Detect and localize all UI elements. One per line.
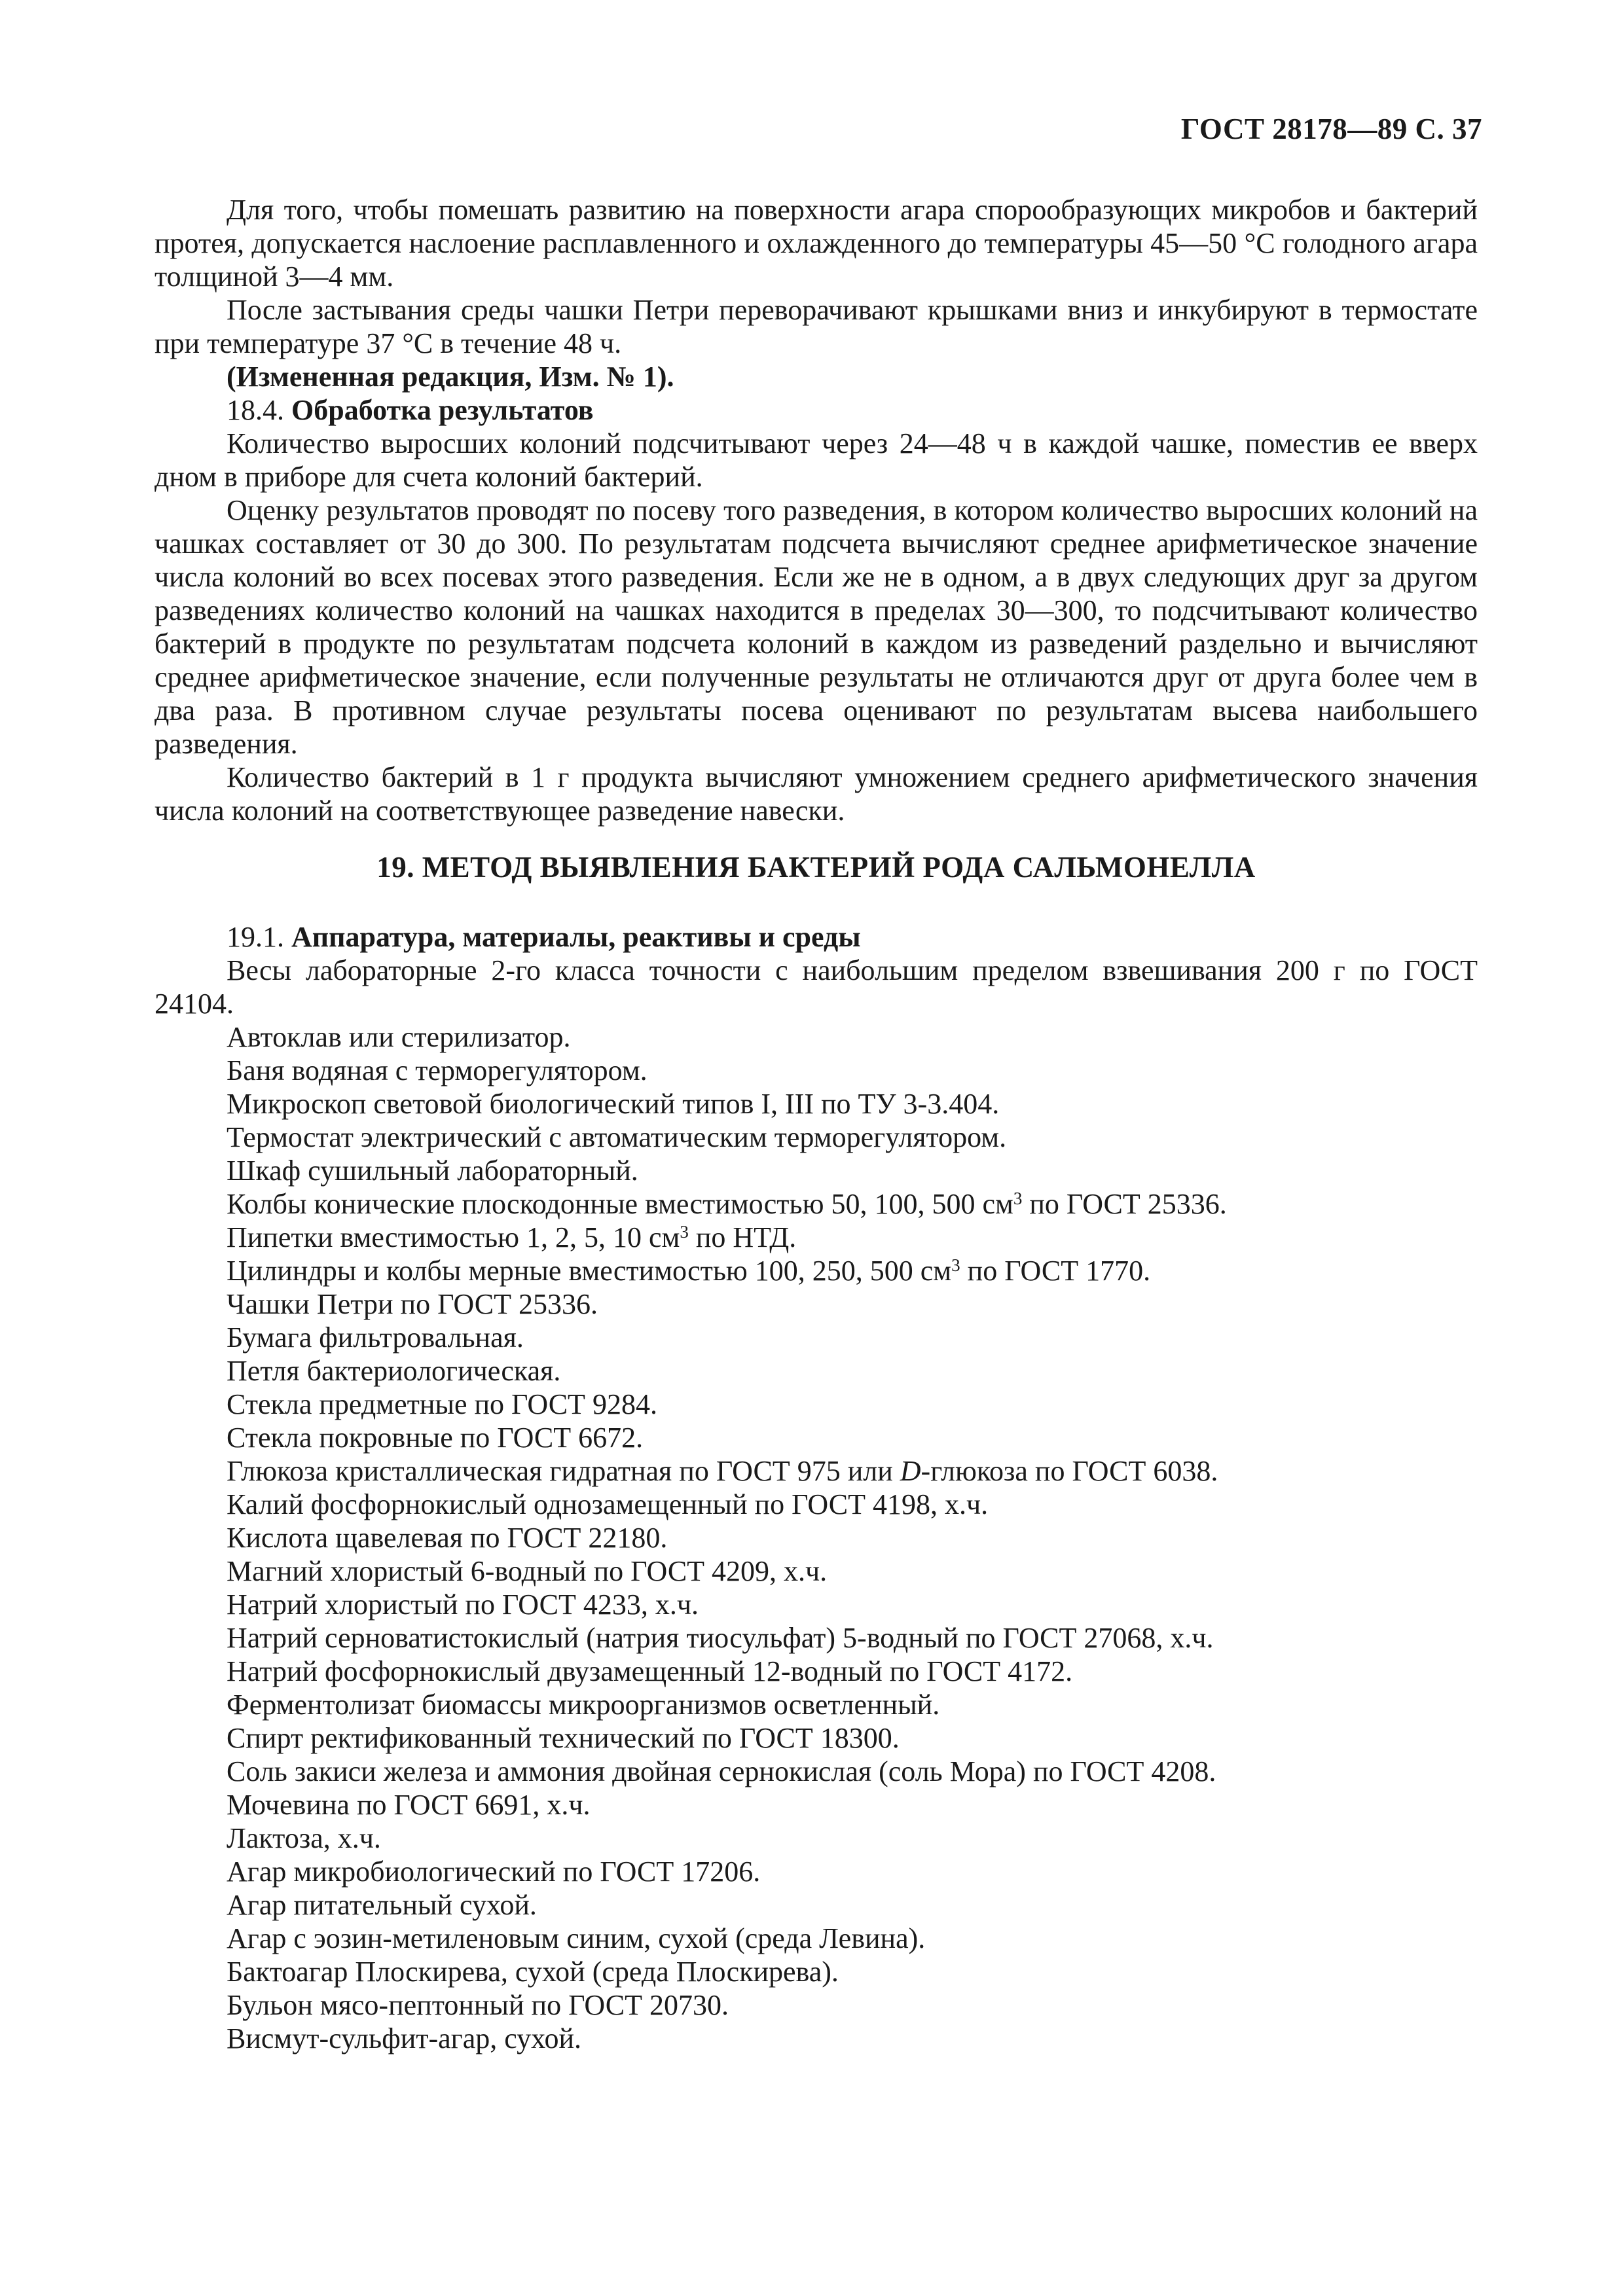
list-item: Висмут-сульфит-агар, сухой. (227, 2022, 582, 2054)
list-item: Стекла покровные по ГОСТ 6672. (227, 1422, 644, 1454)
superscript: 3 (1013, 1189, 1023, 1208)
list-item-text: Глюкоза кристаллическая гидратная по ГОСТ 975 или (227, 1455, 900, 1487)
section-title: 19. МЕТОД ВЫЯВЛЕНИЯ БАКТЕРИЙ РОДА САЛЬМОНЕЛЛА (376, 851, 1256, 884)
section-18-text (155, 193, 1478, 827)
superscript: 3 (680, 1222, 689, 1242)
list-item (155, 1221, 1478, 1254)
subsection-title: Аппаратура, материалы, реактивы и среды (291, 921, 861, 953)
subsection-number: 19.1. (227, 921, 284, 953)
list-item: Баня водяная с терморегулятором. (227, 1054, 647, 1086)
list-item: Соль закиси железа и аммония двойная сернокислая (соль Мора) по ГОСТ 4208. (227, 1755, 1216, 1787)
list-item-text: Пипетки вместимостью 1, 2, 5, 10 см (227, 1221, 680, 1253)
list-item: Агар микробиологический по ГОСТ 17206. (227, 1856, 761, 1888)
list-item: Натрий хлористый по ГОСТ 4233, х.ч. (227, 1588, 699, 1621)
subsection-heading (155, 920, 1478, 954)
subsection-title: Обработка результатов (291, 394, 594, 426)
list-item: Кислота щавелевая по ГОСТ 22180. (227, 1522, 668, 1554)
list-item-text: Колбы конические плоскодонные вместимостью 50, 100, 500 см (227, 1188, 1013, 1220)
list-item: Чашки Петри по ГОСТ 25336. (227, 1288, 598, 1320)
list-item: Бульон мясо-пептонный по ГОСТ 20730. (227, 1989, 729, 2021)
list-item-text: D (900, 1455, 921, 1487)
list-item: Шкаф сушильный лабораторный. (227, 1155, 638, 1187)
list-item: Магний хлористый 6-водный по ГОСТ 4209, х.ч. (227, 1555, 828, 1587)
list-item: Петля бактериологическая. (227, 1355, 561, 1387)
list-item (155, 1454, 1478, 1488)
list-item: Натрий фосфорнокислый двузамещенный 12-водный по ГОСТ 4172. (227, 1655, 1073, 1687)
list-item: Весы лабораторные 2-го класса точности с наибольшим пределом взвешивания 200 г по ГОСТ 24104. (155, 954, 1478, 1020)
list-item: Мочевина по ГОСТ 6691, х.ч. (227, 1789, 591, 1821)
page-header: ГОСТ 28178—89 С. 37 (1180, 113, 1482, 145)
paragraph: Количество бактерий в 1 г продукта вычисляют умножением среднего арифметического значения числа колоний на соответствующее разведение навески. (155, 761, 1478, 827)
subsection-number: 18.4. (227, 394, 284, 426)
list-item: Микроскоп световой биологический типов I, III по ТУ 3-3.404. (227, 1088, 1000, 1120)
list-item: Агар питательный сухой. (227, 1889, 537, 1921)
list-item: Бактоагар Плоскирева, сухой (среда Плоскирева). (227, 1956, 839, 1988)
list-item: Спирт ректификованный технический по ГОСТ 18300. (227, 1722, 900, 1754)
list-item-text: по НТД. (688, 1221, 797, 1253)
list-item (155, 1187, 1478, 1221)
list-item (155, 1254, 1478, 1287)
list-item: Ферментолизат биомассы микроорганизмов осветленный. (227, 1689, 940, 1721)
equipment-list (155, 920, 1478, 2055)
paragraph: После застывания среды чашки Петри переворачивают крышками вниз и инкубируют в термостате при температуре 37 °С в течение 48 ч. (155, 294, 1478, 359)
amendment-note: (Измененная редакция, Изм. № 1). (227, 361, 674, 393)
list-item: Калий фосфорнокислый однозамещенный по ГОСТ 4198, х.ч. (227, 1488, 989, 1520)
list-item: Термостат электрический с автоматическим терморегулятором. (227, 1121, 1007, 1153)
paragraph: Количество выросших колоний подсчитывают через 24—48 ч в каждой чашке, поместив ее вверх дном в приборе для счета колоний бактерий. (155, 427, 1478, 493)
list-item-text: Цилиндры и колбы мерные вместимостью 100, 250, 500 см (227, 1255, 952, 1287)
list-item: Лактоза, х.ч. (227, 1822, 381, 1854)
list-item-text: по ГОСТ 1770. (960, 1255, 1151, 1287)
paragraph: Для того, чтобы помешать развитию на поверхности агара спорообразующих микробов и бактерий протея, допускается наслоение расплавленного и охлажденного до температуры 45—50 °С голодного агара толщиной 3—4 мм. (155, 194, 1478, 293)
list-item: Натрий серноватистокислый (натрия тиосульфат) 5-водный по ГОСТ 27068, х.ч. (227, 1622, 1214, 1654)
list-item-text: по ГОСТ 25336. (1022, 1188, 1227, 1220)
list-item: Стекла предметные по ГОСТ 9284. (227, 1388, 657, 1420)
list-item: Автоклав или стерилизатор. (227, 1021, 571, 1053)
list-item-text: -глюкоза по ГОСТ 6038. (921, 1455, 1218, 1487)
paragraph: Оценку результатов проводят по посеву того разведения, в котором количество выросших колоний на чашках составляет от 30 до 300. По результатам подсчета вычисляют среднее арифметическое значение числа колоний во всех посевах этого разведения. Если же не в одном, а в двух следующих друг за другом разведениях количество колоний на чашках находится в пределах 30—300, то подсчитывают количество бактерий в продукте по результатам подсчета колоний в каждом из разведений раздельно и вычисляют среднее арифметическое значение, если полученные результаты не отличаются друг от друга более чем в два раза. В противном случае результаты посева оценивают по результатам высева наибольшего разведения. (155, 494, 1478, 760)
superscript: 3 (951, 1255, 960, 1275)
list-item: Бумага фильтровальная. (227, 1321, 524, 1354)
subsection-heading (155, 393, 1478, 427)
list-item: Агар с эозин-метиленовым синим, сухой (среда Левина). (227, 1922, 926, 1954)
